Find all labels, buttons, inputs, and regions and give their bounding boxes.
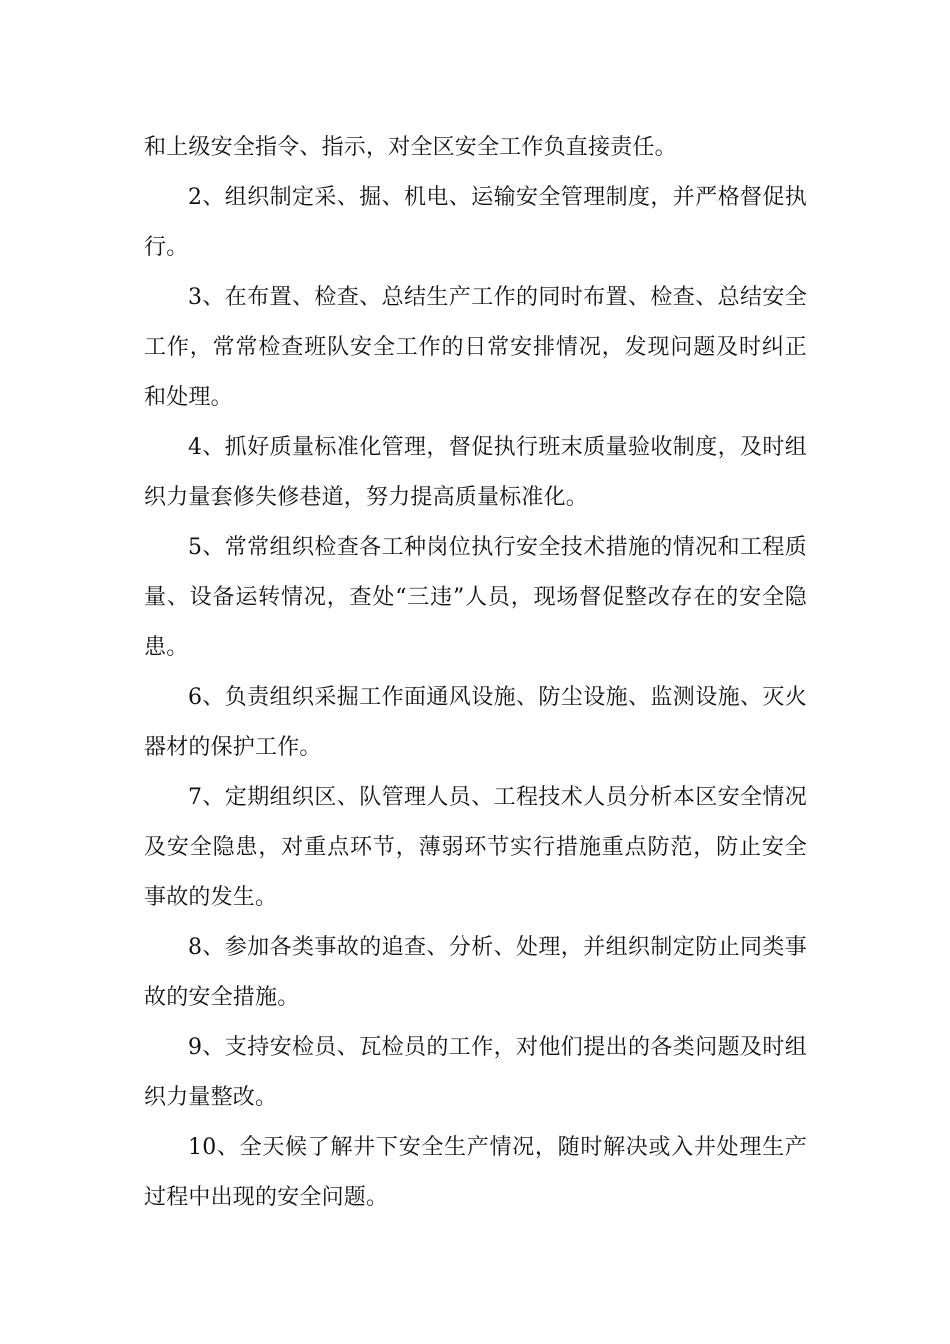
paragraph-item-2: 2、组织制定采、掘、机电、运输安全管理制度，并严格督促执行。: [144, 185, 807, 260]
paragraph-item-8: 8、参加各类事故的追查、分析、处理，并组织制定防止同类事故的安全措施。: [144, 935, 807, 1010]
paragraph-item-3: 3、在布置、检查、总结生产工作的同时布置、检查、总结安全工作，常常检查班队安全工作的日常安排情况，发现问题及时纠正和处理。: [144, 285, 807, 410]
paragraph-item-6: 6、负责组织采掘工作面通风设施、防尘设施、监测设施、灭火器材的保护工作。: [144, 685, 807, 760]
paragraph-item-5: 5、常常组织检查各工种岗位执行安全技术措施的情况和工程质量、设备运转情况，查处“三违”人员，现场督促整改存在的安全隐患。: [144, 535, 807, 660]
paragraph-item-4: 4、抓好质量标准化管理，督促执行班末质量验收制度，及时组织力量套修失修巷道，努力提高质量标准化。: [144, 435, 807, 510]
paragraph-continuation: 和上级安全指令、指示，对全区安全工作负直接责任。: [144, 135, 677, 160]
paragraph-item-9: 9、支持安检员、瓦检员的工作，对他们提出的各类问题及时组织力量整改。: [144, 1035, 807, 1110]
paragraph-item-7: 7、定期组织区、队管理人员、工程技术人员分析本区安全情况及安全隐患，对重点环节，薄弱环节实行措施重点防范，防止安全事故的发生。: [144, 785, 807, 910]
document-body: [144, 123, 807, 1223]
paragraph-item-10: 10、全天候了解井下安全生产情况，随时解决或入井处理生产过程中出现的安全问题。: [144, 1135, 807, 1210]
